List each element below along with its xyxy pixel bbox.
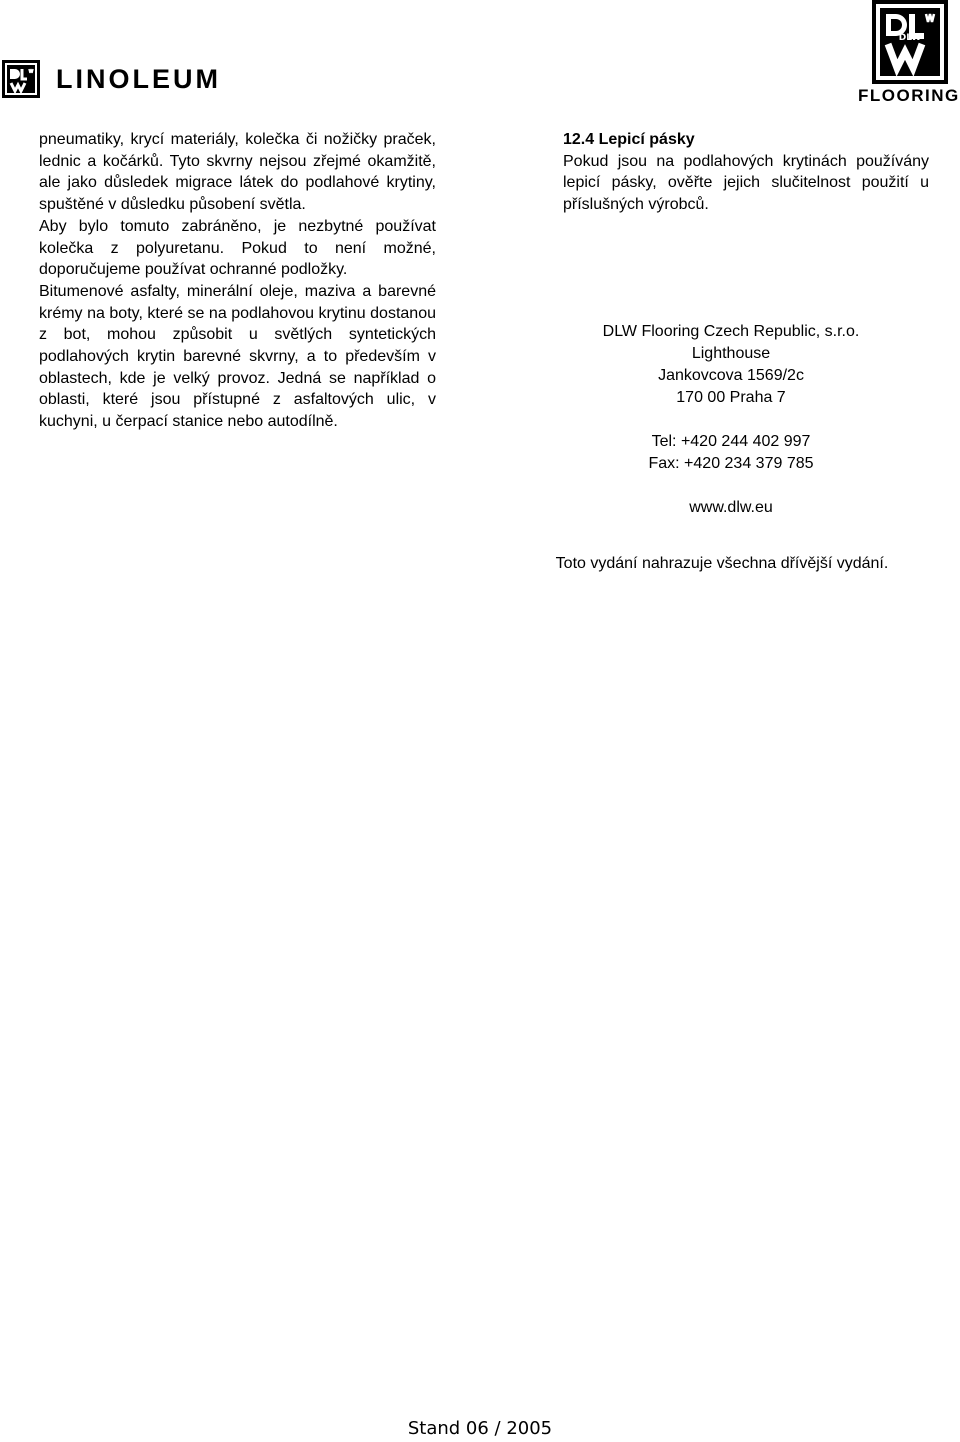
paragraph-polyurethane: Aby bylo tomuto zabráněno, je nezbytné používat kolečka z polyuretanu. Pokud to není možné, doporučujeme používat ochranné podložky.	[39, 217, 436, 279]
dlw-flooring-logo	[858, 0, 960, 108]
linoleum-logo	[2, 60, 221, 98]
left-column	[39, 129, 436, 433]
company-address	[563, 321, 899, 519]
right-column	[563, 129, 929, 216]
edition-notice: Toto vydání nahrazuje všechna dřívější vydání.	[555, 555, 889, 572]
flooring-logo-text: FLOORING	[858, 86, 960, 105]
paragraph-bitumen: Bitumenové asfalty, minerální oleje, maziva a barevné krémy na boty, které se na podlahovou krytinu dostanou z bot, mohou způsobit u světlých syntetických podlahových krytin barevné skvrny, a to především v oblastech, kde je velký provoz. Jedná se například o oblasti, které jsou přístupné z asfaltových ulic, v kuchyni, u čerpací stanice nebo autodílně.	[39, 282, 436, 431]
company-name: DLW Flooring Czech Republic, s.r.o.	[602, 323, 860, 340]
linoleum-logo-text: LINOLEUM	[56, 63, 221, 94]
website-link[interactable]: www.dlw.eu	[689, 499, 773, 516]
svg-text:DLW: DLW	[898, 33, 922, 43]
building-name: Lighthouse	[691, 345, 771, 362]
section-title-adhesive-tapes: 12.4 Lepicí pásky	[563, 131, 695, 148]
footer-stand: Stand 06 / 2005	[407, 1418, 553, 1439]
paragraph-adhesive-tapes: Pokud jsou na podlahových krytinách používány lepicí pásky, ověřte jejich slučitelnost použití u příslušných výrobců.	[563, 152, 929, 214]
dlw-small-logo-icon	[2, 60, 40, 98]
fax-number: Fax: +420 234 379 785	[648, 455, 814, 472]
city-address: 170 00 Praha 7	[676, 389, 786, 406]
phone-number: Tel: +420 244 402 997	[651, 433, 811, 450]
paragraph-stains: pneumatiky, krycí materiály, kolečka či nožičky praček, lednic a kočárků. Tyto skvrny nejsou zřejmé okamžitě, ale jako důsledek migrace látek do podlahové krytiny, spuštěné v důsledku působení světla.	[39, 131, 436, 214]
street-address: Jankovcova 1569/2c	[658, 367, 804, 384]
dlw-logo-icon	[872, 0, 948, 84]
